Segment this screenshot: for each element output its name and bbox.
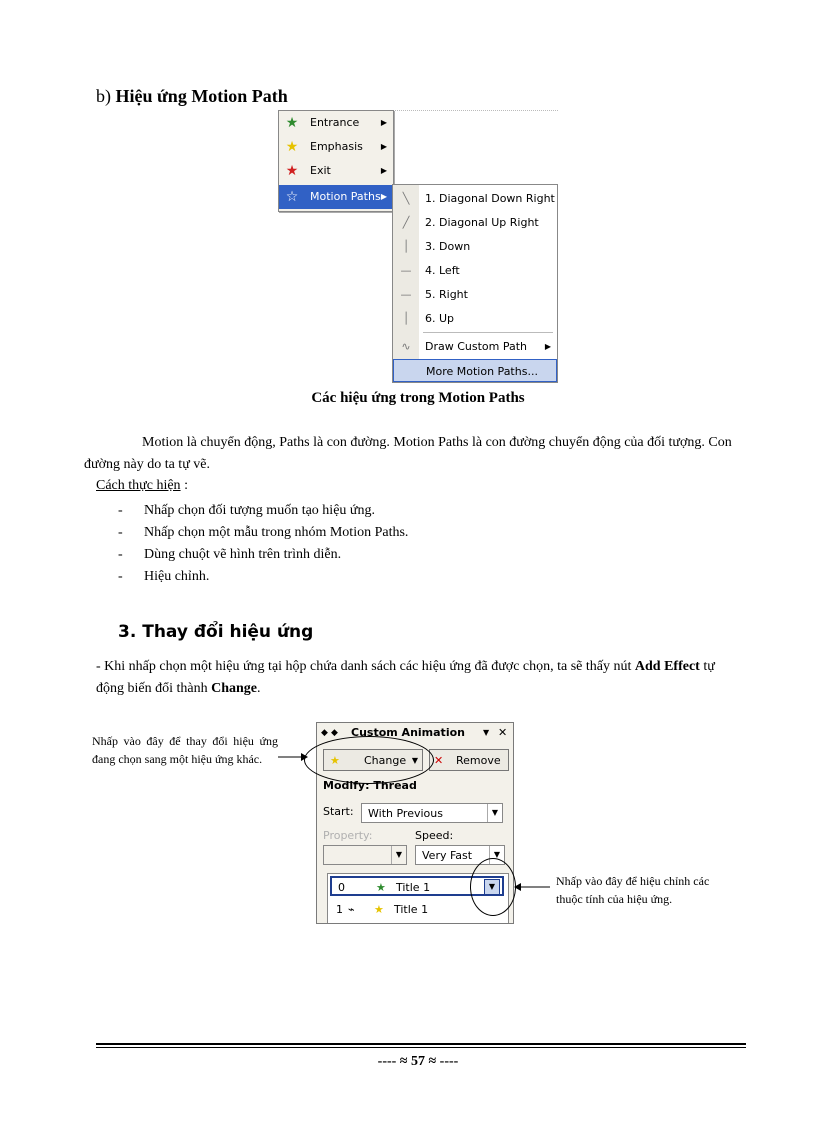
- list-item: - Nhấp chọn một mẫu trong nhóm Motion Paths.: [118, 522, 408, 544]
- submenu-item-label: 3. Down: [425, 240, 471, 253]
- dropdown-highlight: [470, 858, 516, 916]
- how-to-suffix: :: [180, 478, 188, 493]
- section-b-heading: [96, 86, 288, 107]
- section-title: Hiệu ứng Motion Path: [115, 86, 288, 106]
- change-button-highlight: [304, 736, 434, 784]
- remove-label: Remove: [456, 754, 501, 767]
- steps-list: [118, 500, 408, 588]
- submenu-item-draw-custom-path[interactable]: [393, 335, 557, 359]
- submenu-arrow-icon: ▶: [544, 342, 551, 351]
- yellow-star-icon: ★: [285, 139, 299, 155]
- list-item: - Nhấp chọn đối tượng muốn tạo hiệu ứng.: [118, 500, 408, 522]
- submenu-item-down[interactable]: [393, 235, 557, 259]
- submenu-item-diagonal-up-right[interactable]: [393, 211, 557, 235]
- vertical-line-icon: │: [402, 312, 410, 325]
- text-run: .: [257, 681, 261, 696]
- note-edit-properties: Nhấp vào đây để hiệu chỉnh các thuộc tính của hiệu ứng.: [556, 874, 710, 906]
- red-star-icon: ★: [285, 163, 299, 179]
- list-item: - Hiệu chỉnh.: [118, 566, 408, 588]
- footer-rule: [96, 1043, 746, 1045]
- section-3-heading: [118, 622, 313, 642]
- submenu-arrow-icon: ▶: [380, 166, 387, 175]
- effect-menu: [278, 110, 394, 212]
- arrow-left-icon: [514, 882, 550, 892]
- speed-label: Speed:: [415, 829, 454, 842]
- remove-button[interactable]: [429, 749, 509, 771]
- submenu-arrow-icon: ▶: [380, 142, 387, 151]
- section-number: 3.: [118, 622, 137, 642]
- vertical-line-icon: │: [402, 240, 410, 253]
- modify-label: Modify: Thread: [323, 779, 417, 792]
- menu-item-label: Motion Paths: [310, 190, 381, 203]
- effect-index: 1: [336, 903, 343, 916]
- custom-path-icon: ∿: [401, 340, 411, 353]
- chevron-down-icon: ▼: [411, 756, 418, 765]
- arrow-right-icon: [278, 752, 308, 762]
- horizontal-line-icon: —: [400, 288, 412, 301]
- property-label: Property:: [323, 829, 373, 842]
- green-star-icon: ★: [376, 881, 386, 894]
- submenu-item-label: 5. Right: [425, 288, 468, 301]
- submenu-item-label: 2. Diagonal Up Right: [425, 216, 539, 229]
- back-forward-icon[interactable]: ◆ ◆: [321, 728, 338, 738]
- how-to-label: Cách thực hiện: [96, 478, 181, 493]
- chevron-down-icon: ▼: [391, 846, 406, 864]
- submenu-item-up[interactable]: [393, 307, 557, 331]
- green-star-icon: ★: [285, 115, 299, 131]
- start-label: Start:: [323, 805, 354, 818]
- submenu-item-diagonal-down-right[interactable]: [393, 187, 557, 211]
- section-title: Thay đổi hiệu ứng: [142, 622, 314, 642]
- menu-item-motion-paths[interactable]: [279, 185, 393, 209]
- start-value: With Previous: [368, 807, 443, 820]
- section-prefix: b): [96, 86, 111, 106]
- page-number-footer: ---- ≈ 57 ≈ ----: [377, 1054, 459, 1069]
- menu-guide-line: [392, 110, 558, 112]
- effect-index: 0: [338, 881, 345, 894]
- change-term: Change: [211, 681, 258, 696]
- submenu-item-right[interactable]: [393, 283, 557, 307]
- figure-caption: Các hiệu ứng trong Motion Paths: [311, 390, 525, 406]
- star-icon: ★: [330, 754, 340, 767]
- how-to-heading: [96, 478, 188, 494]
- submenu-item-label: 6. Up: [425, 312, 455, 325]
- chevron-down-icon: ▼: [487, 804, 502, 822]
- effect-label: Title 1: [394, 903, 429, 916]
- effect-label: Title 1: [396, 881, 431, 894]
- submenu-item-more-motion-paths[interactable]: [393, 359, 557, 382]
- submenu-item-label: 1. Diagonal Down Right: [425, 192, 555, 205]
- property-select[interactable]: [323, 845, 407, 865]
- remove-icon: ✕: [434, 754, 444, 767]
- menu-item-emphasis[interactable]: [279, 135, 393, 159]
- menu-item-label: Exit: [310, 164, 331, 177]
- yellow-star-icon: ★: [374, 903, 384, 916]
- horizontal-line-icon: —: [400, 264, 412, 277]
- mouse-click-icon: ⌁: [348, 903, 355, 916]
- submenu-item-label: More Motion Paths...: [426, 365, 538, 378]
- menu-separator: [423, 332, 553, 333]
- list-item: - Dùng chuột vẽ hình trên trình diễn.: [118, 544, 408, 566]
- start-select[interactable]: [361, 803, 503, 823]
- submenu-arrow-icon: ▶: [380, 192, 387, 201]
- paragraph-change-effect: [96, 656, 746, 700]
- chevron-down-icon[interactable]: ▼: [484, 879, 500, 895]
- text-run: tự động biến đổi thành: [96, 659, 715, 696]
- menu-item-label: Entrance: [310, 116, 360, 129]
- submenu-item-label: Draw Custom Path: [425, 340, 528, 353]
- note-change-effect: Nhấp vào đây để thay đổi hiệu ứng đang chọn sang một hiệu ứng khác.: [92, 734, 278, 766]
- speed-value: Very Fast: [422, 849, 473, 862]
- submenu-item-left[interactable]: [393, 259, 557, 283]
- motion-paths-submenu: [392, 184, 558, 383]
- diagonal-line-icon: ╱: [402, 216, 410, 229]
- submenu-item-label: 4. Left: [425, 264, 460, 277]
- menu-item-entrance[interactable]: [279, 111, 393, 135]
- menu-item-label: Emphasis: [310, 140, 363, 153]
- footer-rule-thin: [96, 1047, 746, 1048]
- add-effect-term: Add Effect: [634, 659, 700, 674]
- change-label: Change: [364, 754, 407, 767]
- close-icon[interactable]: ✕: [498, 726, 508, 739]
- star-outline-icon: ☆: [285, 189, 299, 205]
- diagonal-line-icon: ╲: [402, 192, 410, 205]
- panel-title: Custom Animation: [351, 726, 465, 739]
- menu-item-exit[interactable]: [279, 159, 393, 183]
- submenu-arrow-icon: ▶: [380, 118, 387, 127]
- panel-menu-icon[interactable]: ▼: [483, 728, 490, 737]
- text-run: - Khi nhấp chọn một hiệu ứng tại hộp chứa danh sách các hiệu ứng đã được chọn, ta sẽ thấy nút: [96, 659, 635, 674]
- paragraph-motion-path: Motion là chuyển động, Paths là con đường. Motion Paths là con đường chuyển động của đối tượng. Con đường này do ta tự vẽ.: [84, 435, 732, 472]
- chevron-down-icon: ▼: [489, 846, 504, 864]
